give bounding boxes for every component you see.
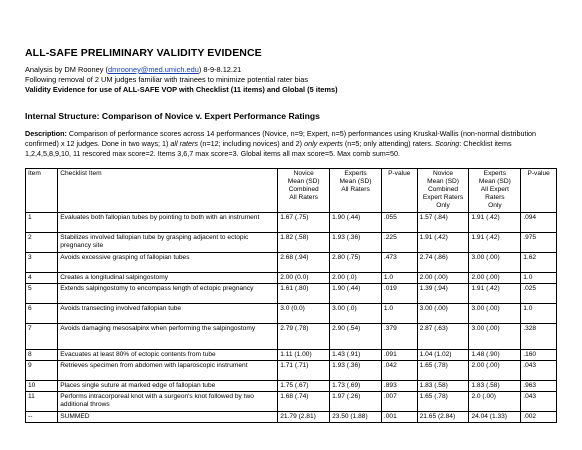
cell-novice-all: 21.79 (2.81) bbox=[278, 412, 330, 423]
analysis-suffix: ) 8-9-8.12.21 bbox=[198, 65, 242, 74]
cell-item: 7 bbox=[26, 323, 58, 349]
cell-item: 2 bbox=[26, 232, 58, 252]
cell-experts-all: 1.93 (.36) bbox=[330, 361, 382, 381]
cell-experts-expert: 1.91 (.42) bbox=[469, 232, 521, 252]
header-item: Item bbox=[26, 168, 58, 212]
cell-label: SUMMED bbox=[58, 412, 278, 423]
header-novice-expert-raters bbox=[417, 168, 469, 212]
cell-p-value-expert: .002 bbox=[521, 412, 557, 423]
cell-p-value-all: 1.0 bbox=[381, 303, 417, 323]
header-line: Mean (SD) bbox=[339, 177, 372, 185]
header-experts-expert-raters bbox=[469, 168, 521, 212]
cell-novice-expert: 2.87 (.63) bbox=[417, 323, 469, 349]
cell-item: 10 bbox=[26, 381, 58, 392]
cell-novice-expert: 2.74 (.86) bbox=[417, 252, 469, 272]
cell-label: Evaluates both fallopian tubes by pointing to both with an instrument bbox=[58, 212, 278, 232]
cell-novice-all: 1.11 (1.00) bbox=[278, 349, 330, 360]
cell-label: Performs intracorporeal knot with a surgeon's knot followed by two additional throws bbox=[58, 392, 278, 412]
cell-novice-expert: 1.91 (.42) bbox=[417, 232, 469, 252]
cell-item: 1 bbox=[26, 212, 58, 232]
cell-novice-all: 1.67 (.75) bbox=[278, 212, 330, 232]
cell-experts-all: 3.00 (.0) bbox=[330, 303, 382, 323]
description-text-4: : Checklist items 1,2,4,5,8,9,10, 11 rescored max score=2. Items 3,6,7 max score=3. Global items all max score=5. Max comb sum=50. bbox=[25, 139, 512, 159]
cell-novice-all: 2.79 (.78) bbox=[278, 323, 330, 349]
cell-p-value-all: .893 bbox=[381, 381, 417, 392]
cell-experts-all: 1.93 (.36) bbox=[330, 232, 382, 252]
table-row bbox=[26, 283, 557, 303]
cell-novice-all: 3.0 (0.0) bbox=[278, 303, 330, 323]
header-line: All Raters bbox=[341, 186, 370, 194]
author-email-link[interactable]: dmrooney@med.umich.edu bbox=[107, 65, 199, 74]
description-text-2: (n=12; including novices) and 2) bbox=[197, 139, 305, 149]
cell-label: Stabilizes involved fallopian tube by grasping adjacent to ectopic pregnancy site bbox=[58, 232, 278, 252]
header-experts-all-raters bbox=[330, 168, 382, 212]
table-row bbox=[26, 212, 557, 232]
header-line: Experts bbox=[344, 169, 367, 177]
cell-label: Avoids transecting involved fallopian tube bbox=[58, 303, 278, 323]
cell-p-value-all: .042 bbox=[381, 361, 417, 381]
cell-item: 3 bbox=[26, 252, 58, 272]
cell-item: 4 bbox=[26, 272, 58, 283]
cell-experts-expert: 3.00 (.00) bbox=[469, 252, 521, 272]
cell-p-value-expert: .025 bbox=[521, 283, 557, 303]
header-line: Experts bbox=[483, 169, 507, 177]
header-line: Expert Raters bbox=[422, 194, 464, 202]
header-p-value-all: P-value bbox=[381, 168, 417, 212]
cell-novice-all: 1.71 (.71) bbox=[278, 361, 330, 381]
cell-experts-expert: 3.00 (.00) bbox=[469, 323, 521, 349]
description-text-1: Comparison of performance scores across 14 performances (Novice, n=9; Expert, n=5) performances using Kruskal-Wallis (non-normal distribution confirmed) x 12 judges. Done in two ways; 1) bbox=[25, 129, 537, 149]
cell-novice-expert: 2.00 (.00) bbox=[417, 272, 469, 283]
cell-item: 5 bbox=[26, 283, 58, 303]
cell-experts-all: 2.80 (.75) bbox=[330, 252, 382, 272]
cell-novice-all: 1.75 (.67) bbox=[278, 381, 330, 392]
cell-novice-expert: 1.39 (.94) bbox=[417, 283, 469, 303]
cell-experts-expert: 2.00 (.00) bbox=[469, 361, 521, 381]
cell-label: Places single suture at marked edge of fallopian tube bbox=[58, 381, 278, 392]
cell-label: Evacuates at least 80% of ectopic contents from tube bbox=[58, 349, 278, 360]
judges-note: Following removal of 2 UM judges familiar with trainees to minimize potential rater bias bbox=[25, 75, 309, 84]
cell-experts-expert: 1.83 (.58) bbox=[469, 381, 521, 392]
cell-item: 6 bbox=[26, 303, 58, 323]
cell-experts-all: 1.90 (.44) bbox=[330, 212, 382, 232]
cell-novice-expert: 1.83 (.58) bbox=[417, 381, 469, 392]
cell-p-value-all: .225 bbox=[381, 232, 417, 252]
cell-experts-expert: 24.04 (1.33) bbox=[469, 412, 521, 423]
description-all-raters: all raters bbox=[170, 139, 198, 149]
cell-experts-expert: 3.00 (.00) bbox=[469, 303, 521, 323]
table-row bbox=[26, 323, 557, 349]
cell-label: Avoids damaging mesosalpinx when performing the salpingostomy bbox=[58, 323, 278, 349]
cell-novice-all: 2.68 (.94) bbox=[278, 252, 330, 272]
header-line: Combined bbox=[427, 186, 459, 194]
cell-p-value-expert: 1.0 bbox=[521, 303, 557, 323]
section-heading: Internal Structure: Comparison of Novice v. Expert Performance Ratings bbox=[25, 111, 320, 121]
description-label: Description: bbox=[25, 129, 67, 138]
cell-p-value-all: .091 bbox=[381, 349, 417, 360]
cell-experts-all: 1.43 (.91) bbox=[330, 349, 382, 360]
header-line: Combined bbox=[288, 186, 319, 194]
cell-experts-all: 1.97 (.26) bbox=[330, 392, 382, 412]
table-row bbox=[26, 303, 557, 323]
cell-p-value-all: .379 bbox=[381, 323, 417, 349]
table-row bbox=[26, 349, 557, 360]
table-row-summed bbox=[26, 412, 557, 423]
cell-p-value-all: .019 bbox=[381, 283, 417, 303]
cell-novice-all: 1.68 (.74) bbox=[278, 392, 330, 412]
description-text-3: (n=5; only attending) raters. bbox=[342, 139, 435, 149]
cell-p-value-all: 1.0 bbox=[381, 272, 417, 283]
cell-experts-all: 2.90 (.54) bbox=[330, 323, 382, 349]
header-line: Novice bbox=[293, 169, 314, 177]
cell-novice-all: 2.00 (0.0) bbox=[278, 272, 330, 283]
cell-novice-expert: 3.00 (.00) bbox=[417, 303, 469, 323]
cell-p-value-all: .001 bbox=[381, 412, 417, 423]
table-row bbox=[26, 272, 557, 283]
cell-novice-expert: 1.04 (1.02) bbox=[417, 349, 469, 360]
cell-p-value-expert: .328 bbox=[521, 323, 557, 349]
cell-experts-expert: 2.0 (.00) bbox=[469, 392, 521, 412]
cell-p-value-all: .055 bbox=[381, 212, 417, 232]
cell-novice-expert: 1.65 (.78) bbox=[417, 392, 469, 412]
cell-item: 11 bbox=[26, 392, 58, 412]
cell-experts-expert: 1.48 (.90) bbox=[469, 349, 521, 360]
cell-item: 8 bbox=[26, 349, 58, 360]
description-only-experts: only experts bbox=[304, 139, 343, 149]
cell-novice-all: 1.61 (.80) bbox=[278, 283, 330, 303]
cell-experts-all: 1.73 (.69) bbox=[330, 381, 382, 392]
cell-p-value-expert: .975 bbox=[521, 232, 557, 252]
cell-p-value-expert: 1.62 bbox=[521, 252, 557, 272]
cell-novice-all: 1.82 (.58) bbox=[278, 232, 330, 252]
cell-novice-expert: 21.65 (2.84) bbox=[417, 412, 469, 423]
header-line: Mean (SD) bbox=[287, 177, 320, 185]
header-novice-all-raters bbox=[278, 168, 330, 212]
cell-experts-all: 23.50 (1.88) bbox=[330, 412, 382, 423]
header-checklist-item: Checklist Item bbox=[58, 168, 278, 212]
analysis-line bbox=[25, 65, 562, 75]
cell-experts-expert: 2.00 (.00) bbox=[469, 272, 521, 283]
header-line: Novice bbox=[432, 169, 454, 177]
table-row bbox=[26, 392, 557, 412]
cell-novice-expert: 1.57 (.84) bbox=[417, 212, 469, 232]
header-line: Only bbox=[436, 202, 450, 210]
cell-p-value-all: .473 bbox=[381, 252, 417, 272]
cell-experts-all: 1.90 (.44) bbox=[330, 283, 382, 303]
cell-p-value-expert: .043 bbox=[521, 361, 557, 381]
cell-p-value-expert: .043 bbox=[521, 392, 557, 412]
header-line: All Raters bbox=[289, 194, 318, 202]
table-row bbox=[26, 252, 557, 272]
table-row bbox=[26, 361, 557, 381]
results-table bbox=[25, 168, 557, 424]
table-row bbox=[26, 232, 557, 252]
cell-label: Avoids excessive grasping of fallopian tubes bbox=[58, 252, 278, 272]
header-p-value-expert: P-value bbox=[521, 168, 557, 212]
cell-experts-expert: 1.91 (.42) bbox=[469, 283, 521, 303]
description-scoring-label: Scoring bbox=[434, 139, 460, 149]
cell-p-value-all: .007 bbox=[381, 392, 417, 412]
cell-experts-all: 2.00 (.0) bbox=[330, 272, 382, 283]
header-line: All Expert Raters bbox=[480, 186, 509, 202]
analysis-prefix: Analysis by DM Rooney ( bbox=[25, 65, 108, 74]
cell-label: Creates a longitudinal salpingostomy bbox=[58, 272, 278, 283]
description-paragraph bbox=[25, 129, 555, 160]
cell-p-value-expert: 1.0 bbox=[521, 272, 557, 283]
cell-p-value-expert: .160 bbox=[521, 349, 557, 360]
header-line: Mean (SD) bbox=[478, 177, 511, 185]
table-row bbox=[26, 381, 557, 392]
cell-label: Retrieves specimen from abdomen with laparoscopic instrument bbox=[58, 361, 278, 381]
cell-item: 9 bbox=[26, 361, 58, 381]
cell-p-value-expert: .094 bbox=[521, 212, 557, 232]
validity-subtitle: Validity Evidence for use of ALL-SAFE VOP with Checklist (11 items) and Global (5 items) bbox=[25, 85, 338, 94]
cell-label: Extends salpingostomy to encompass length of ectopic pregnancy bbox=[58, 283, 278, 303]
cell-novice-expert: 1.65 (.78) bbox=[417, 361, 469, 381]
header-line: Mean (SD) bbox=[427, 177, 459, 185]
cell-p-value-expert: .963 bbox=[521, 381, 557, 392]
cell-item: -- bbox=[26, 412, 58, 423]
header-line: Only bbox=[488, 202, 502, 210]
cell-experts-expert: 1.91 (.42) bbox=[469, 212, 521, 232]
table-header-row bbox=[26, 168, 557, 212]
document-title: ALL-SAFE PRELIMINARY VALIDITY EVIDENCE bbox=[25, 47, 262, 59]
